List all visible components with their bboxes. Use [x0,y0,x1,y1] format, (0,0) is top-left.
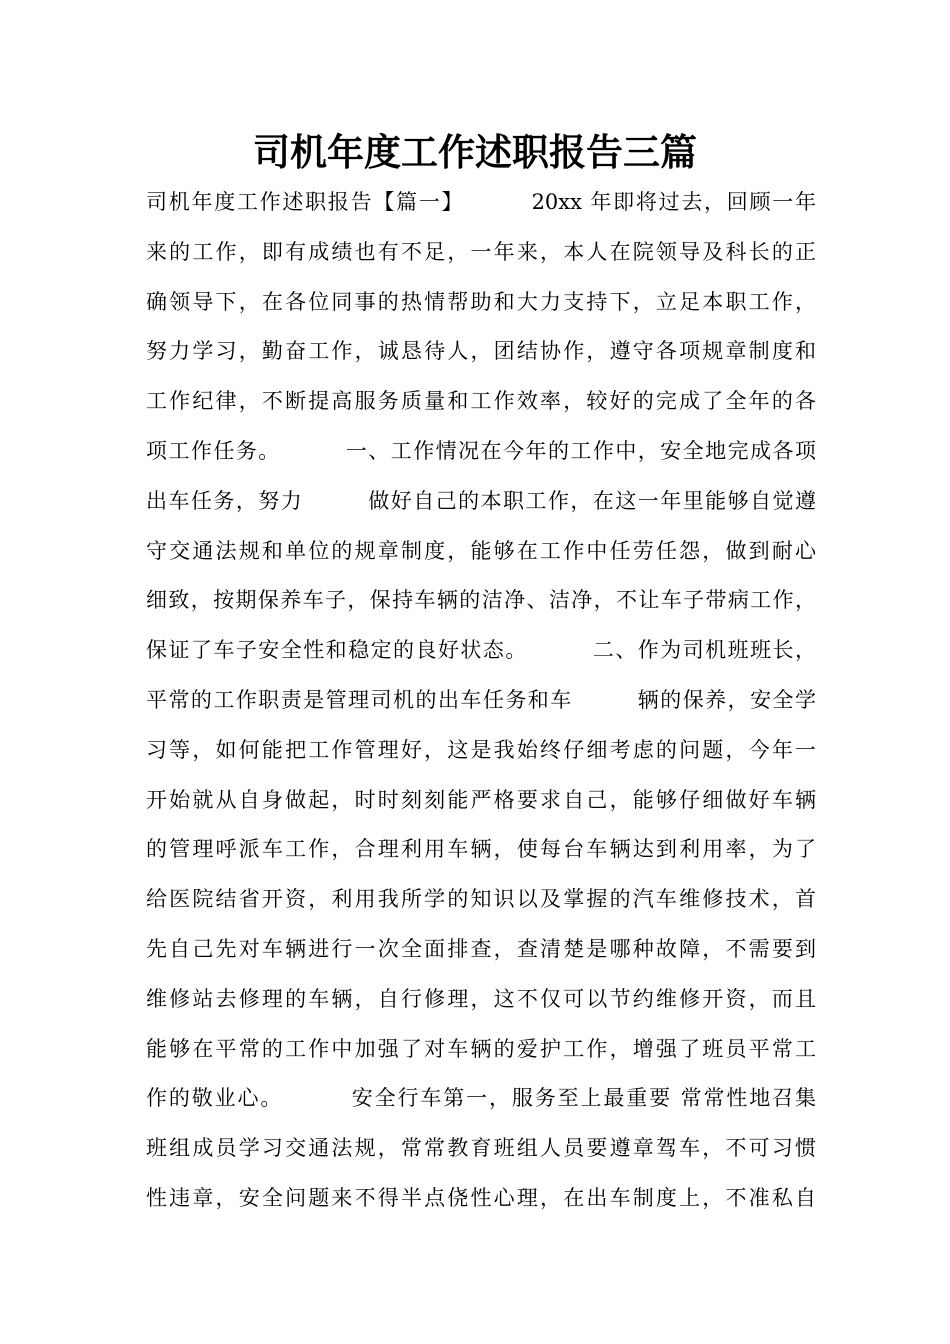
body-line: 给医院结省开资，利用我所学的知识以及掌握的汽车维修技术，首 [146,887,816,912]
body-line: 确领导下，在各位同事的热情帮助和大力支持下，立足本职工作， [146,289,816,314]
body-line: 守交通法规和单位的规章制度，能够在工作中任劳任怨，做到耐心 [146,538,816,563]
document-title: 司机年度工作述职报告三篇 [253,131,697,174]
body-line: 工作纪律，不断提高服务质量和工作效率，较好的完成了全年的各 [146,389,816,414]
body-line: 先自己先对车辆进行一次全面排查，查清楚是哪种故障，不需要到 [146,936,816,961]
body-line: 性违章，安全问题来不得半点侥性心理，在出车制度上，不准私自 [146,1185,816,1210]
body-line: 维修站去修理的车辆，自行修理，这不仅可以节约维修开资，而且 [146,986,816,1011]
body-line: 作的敬业心。 安全行车第一，服务至上最重要 常常性地召集 [146,1086,816,1111]
body-line: 出车任务，努力 做好自己的本职工作，在这一年里能够自觉遵 [146,488,816,513]
body-line: 开始就从自身做起，时时刻刻能严格要求自己，能够仔细做好车辆 [146,787,816,812]
body-line: 细致，按期保养车子，保持车辆的洁净、洁净，不让车子带病工作， [146,588,816,613]
document-body [146,178,816,1224]
body-line: 平常的工作职责是管理司机的出车任务和车 辆的保养，安全学 [146,687,816,712]
body-line: 班组成员学习交通法规，常常教育班组人员要遵章驾车，不可习惯 [146,1136,816,1161]
body-line: 保证了车子安全性和稳定的良好状态。 二、作为司机班班长， [146,638,816,663]
body-line: 来的工作，即有成绩也有不足，一年来，本人在院领导及科长的正 [146,239,816,264]
body-line: 习等，如何能把工作管理好，这是我始终仔细考虑的问题，今年一 [146,737,816,762]
body-line: 项工作任务。 一、工作情况在今年的工作中，安全地完成各项 [146,438,816,463]
body-line: 努力学习，勤奋工作，诚恳待人，团结协作，遵守各项规章制度和 [146,339,816,364]
body-line: 能够在平常的工作中加强了对车辆的爱护工作，增强了班员平常工 [146,1036,816,1061]
body-line: 司机年度工作述职报告【篇一】 20xx 年即将过去，回顾一年 [146,190,816,214]
body-line: 的管理呼派车工作，合理利用车辆，使每台车辆达到利用率，为了 [146,837,816,862]
